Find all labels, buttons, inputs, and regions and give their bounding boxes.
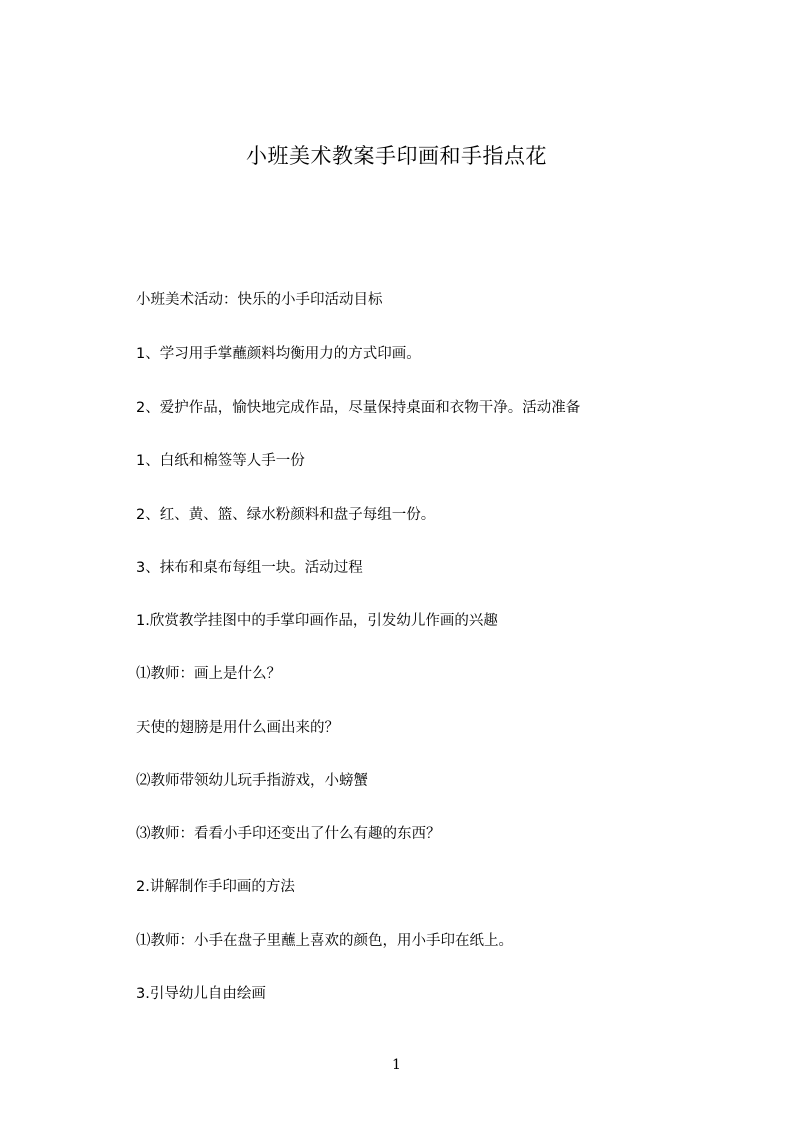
text-line-process-1-2: ⑵教师带领幼儿玩手指游戏，小螃蟹 [136, 773, 368, 789]
text-line-prep-3: 3、抹布和桌布每组一块。活动过程 [136, 560, 363, 576]
page-number: 1 [392, 1057, 401, 1073]
text-line-process-1-3: ⑶教师：看看小手印还变出了什么有趣的东西？ [136, 826, 441, 842]
text-line-process-1: 1.欣赏教学挂图中的手掌印画作品，引发幼儿作画的兴趣 [136, 613, 498, 629]
text-line-process-2: 2.讲解制作手印画的方法 [136, 879, 295, 895]
text-line-process-3: 3.引导幼儿自由绘画 [136, 986, 266, 1002]
text-line-goal-2: 2、爱护作品，愉快地完成作品，尽量保持桌面和衣物干净。活动准备 [136, 400, 581, 416]
text-line-process-1-1: ⑴教师：画上是什么？ [136, 666, 281, 682]
text-line-process-1-question: 天使的翅膀是用什么画出来的？ [136, 720, 339, 736]
document-title: 小班美术教案手印画和手指点花 [246, 144, 547, 168]
text-line-process-2-1: ⑴教师：小手在盘子里蘸上喜欢的颜色，用小手印在纸上。 [136, 933, 513, 949]
text-line-prep-2: 2、红、黄、篮、绿水粉颜料和盘子每组一份。 [136, 507, 436, 523]
text-line-activity-goal: 小班美术活动：快乐的小手印活动目标 [136, 292, 383, 308]
text-line-goal-1: 1、学习用手掌蘸颜料均衡用力的方式印画。 [136, 346, 421, 362]
text-line-prep-1: 1、白纸和棉签等人手一份 [136, 453, 305, 469]
